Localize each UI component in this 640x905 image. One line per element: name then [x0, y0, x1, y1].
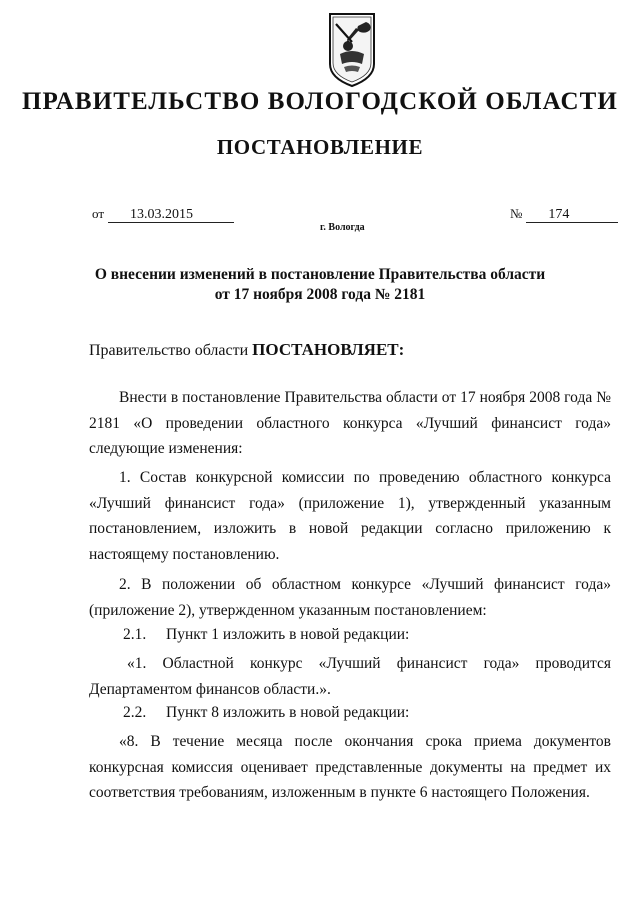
city-label: г. Вологда [320, 222, 365, 233]
item-2-paragraph [89, 572, 611, 623]
quote-8-paragraph [89, 729, 611, 806]
document-subject [0, 265, 640, 305]
item-2-2-line [123, 704, 409, 722]
item-2-1-number: 2.1. [123, 626, 147, 643]
coat-of-arms-icon [326, 12, 378, 88]
subject-line-1: О внесении изменений в постановление Правительства области [94, 266, 546, 283]
item-2-1-text: Пункт 1 изложить в новой редакции: [166, 626, 410, 643]
item-2-2-text: Пункт 8 изложить в новой редакции: [166, 704, 410, 721]
item-2-2-number: 2.2. [123, 704, 147, 721]
quote-1-paragraph [89, 651, 611, 702]
subject-line-2: от 17 ноября 2008 года № 2181 [214, 286, 426, 303]
document-number-row [510, 205, 618, 223]
document-date-row [92, 205, 234, 223]
date-prefix: от [92, 206, 105, 221]
decree-line [89, 340, 404, 360]
government-title: ПРАВИТЕЛЬСТВО ВОЛОГОДСКОЙ ОБЛАСТИ [22, 88, 618, 115]
decree-prefix: Правительство области [89, 342, 253, 359]
item-2-text: 2. В положении об областном конкурсе «Лучший финансист года» (приложение 2), утвержденном указанным постановлением: [89, 576, 611, 619]
intro-paragraph [89, 385, 611, 462]
document-date: 13.03.2015 [108, 207, 234, 223]
quote-8-text: «8. В течение месяца после окончания срока приема документов конкурсная комиссия оценивает представленные документы на предмет их соответствия требованиям, изложенным в пункте 6 настоящего Положения. [89, 733, 611, 801]
intro-text: Внести в постановление Правительства области от 17 ноября 2008 года № 2181 «О проведении областного конкурса «Лучший финансист года» следующие изменения: [89, 389, 611, 457]
item-2-1-line [123, 626, 409, 644]
document-number: 174 [526, 207, 618, 223]
quote-1-text: «1. Областной конкурс «Лучший финансист года» проводится Департаментом финансов области.». [89, 655, 611, 698]
document-type-title: ПОСТАНОВЛЕНИЕ [216, 135, 424, 159]
decree-word: ПОСТАНОВЛЯЕТ: [252, 340, 405, 359]
number-prefix: № [510, 206, 523, 221]
item-1-paragraph [89, 465, 611, 567]
item-1-text: 1. Состав конкурсной комиссии по проведению областного конкурса «Лучший финансист года» (приложение 1), утвержденный указанным постановлением, изложить в новой редакции согласно приложению к настоящему постановлению. [89, 469, 611, 563]
